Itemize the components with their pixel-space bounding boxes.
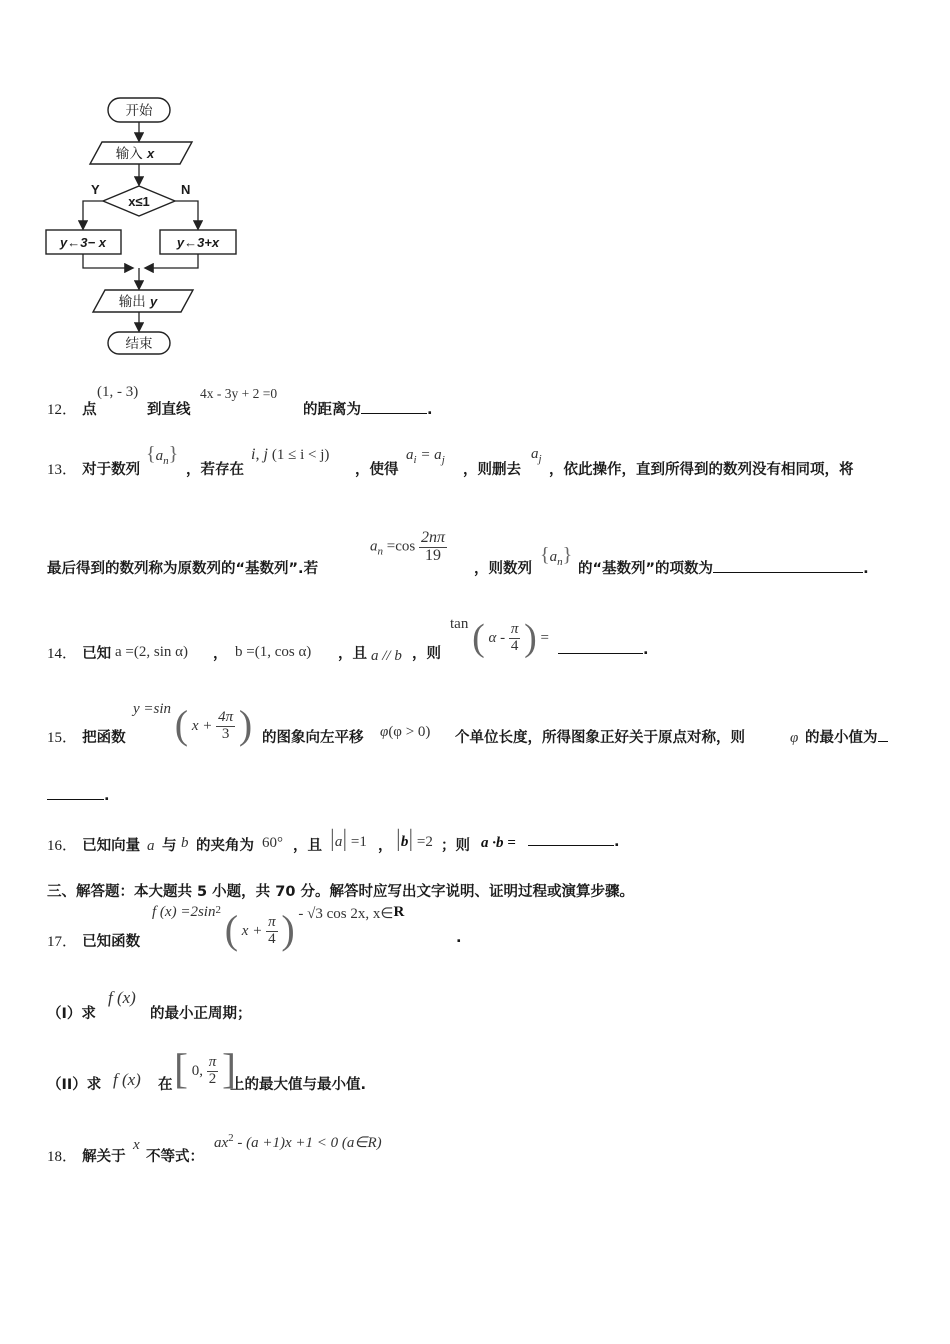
q13-text-8: 的“基数列”的项数为 . (578, 561, 869, 577)
q17-end: . (456, 930, 462, 946)
answer-blank[interactable] (47, 799, 104, 800)
q12-text-3: 的距离为 . (303, 402, 433, 418)
q17-formula: f $(x) =2\sin^2$ ( x + $\frac{\pi}{4}$ ) - √3 cos 2x, x∈R (152, 904, 405, 952)
flowchart (40, 92, 250, 362)
q15-answer-continue: . (47, 788, 110, 804)
q14-tan-expr: tan ( α - $\frac{\pi}{4}$ ) = (450, 616, 549, 659)
question-15 (47, 726, 126, 747)
q17-part-2: （II）求 (47, 1077, 102, 1093)
question-number: 18． (47, 1149, 78, 1165)
q15-phi: φ(φ > 0) (380, 724, 431, 740)
question-12 (47, 398, 97, 419)
q13-eq: $a_i = a_j$ (406, 447, 445, 466)
q13-text-7: ，则数列 (474, 561, 532, 577)
q15-text-2: 的图象向左平移 (262, 730, 364, 746)
q16-b: b (181, 835, 189, 851)
q14-vector-b: b =(1, cos α) (235, 644, 312, 660)
flowchart-end-label: 结束 (125, 336, 153, 352)
q15-text-4: 的最小值为 (805, 726, 888, 747)
q17-text: 已知函数 (82, 934, 141, 950)
q16-comma: ， (378, 838, 393, 854)
q16-answer: . (528, 834, 620, 850)
q13-seq-2: $\{a_n\}$ (540, 544, 573, 568)
q17-part-1-func: f (x) (108, 988, 136, 1007)
question-13 (47, 458, 140, 479)
question-number: 12． (47, 402, 78, 418)
q14-parallel: a // b (371, 648, 402, 664)
q18-inequality: $ax^2 - (a +1)x +1 < 0$ (a∈R) (214, 1132, 382, 1151)
q13-text-3: ，使得 (355, 462, 399, 478)
q13-text-5: ，依此操作，直到所得到的数列没有相同项，将 (549, 462, 854, 478)
question-number: 14． (47, 646, 78, 662)
q18-x: x (133, 1137, 140, 1153)
q16-text: 已知向量 (82, 838, 141, 854)
q16-abs-a: |a| =1 (330, 826, 367, 852)
answer-blank[interactable] (361, 413, 427, 414)
q16-text-5: ；则 (441, 838, 470, 854)
q12-text: 点 (82, 402, 97, 418)
q15-phi-2: φ (790, 730, 799, 746)
q13-del: $a_j$ (531, 446, 542, 465)
q14-sep: ， (213, 646, 228, 662)
q18-text-2: 不等式： (146, 1149, 204, 1165)
q14-answer: . (558, 642, 649, 658)
answer-blank[interactable] (878, 741, 888, 742)
flowchart-output-label: 输出 y (118, 294, 158, 310)
q18-text: 解关于 (82, 1149, 126, 1165)
q13-formula: $a_n =\cos$ $\frac{2n\pi}{19}$ (370, 529, 445, 564)
q16-abs-b: |b| =2 (396, 826, 433, 852)
answer-blank[interactable] (713, 572, 863, 573)
question-18 (47, 1145, 126, 1166)
q16-a: a (147, 838, 155, 854)
q14-text-2: ，且 (338, 646, 367, 662)
question-number: 13． (47, 462, 78, 478)
q17-part-2-text: 上的最大值与最小值. (230, 1077, 367, 1093)
flowchart-right-box-label: y←3+x (176, 235, 220, 250)
q16-angle: 60° (262, 835, 283, 851)
flowchart-start-label: 开始 (125, 103, 153, 119)
flowchart-input-label: 输入 x (115, 146, 155, 162)
flowchart-condition-label: x≤1 (128, 194, 150, 209)
answer-blank[interactable] (558, 653, 643, 654)
flowchart-yes-label: Y (91, 182, 100, 197)
answer-blank[interactable] (528, 845, 614, 846)
q13-text-2: ，若存在 (186, 462, 244, 478)
q17-part-2-func: f (x) (113, 1070, 141, 1089)
question-number: 17． (47, 934, 78, 950)
question-16 (47, 834, 140, 855)
question-17 (47, 930, 140, 951)
question-number: 16． (47, 838, 78, 854)
q12-text-2: 到直线 (147, 402, 191, 418)
q16-text-2: 与 (162, 838, 177, 854)
q15-func: y =sin ( x + $\frac{4\pi}{3}$ ) (133, 701, 253, 747)
q16-text-3: 的夹角为 (196, 838, 254, 854)
q12-line: 4x - 3y + 2 =0 (200, 386, 278, 401)
q13-text-4: ，则删去 (463, 462, 521, 478)
q14-text: 已知 (82, 646, 112, 662)
section-heading: 三、解答题：本大题共 5 小题，共 70 分。解答时应写出文字说明、证明过程或演算步骤。 (47, 884, 634, 900)
q12-point: (1, - 3) (97, 384, 139, 400)
flowchart-no-label: N (181, 182, 191, 197)
q14-vector-a: a =(2, sin α) (115, 644, 188, 660)
q13-line-2: 最后得到的数列称为原数列的“基数列”.若 (47, 561, 319, 577)
q13-ij: i, j (1 ≤ i < j) (251, 446, 330, 463)
q17-interval: [ 0, $\frac{\pi}{2}$ ] (174, 1047, 237, 1093)
question-number: 15． (47, 730, 78, 746)
q17-part-2-in: 在 (158, 1077, 173, 1093)
flowchart-left-box-label: y←3− x (60, 235, 106, 250)
q14-text-3: ，则 (412, 646, 441, 662)
q16-dot: a ·b = (481, 835, 516, 851)
q15-text-3: 个单位长度，所得图象正好关于原点对称，则 (455, 730, 745, 746)
q17-part-1-text: 的最小正周期； (150, 1006, 252, 1022)
q13-seq: $\{a_n\}$ (146, 443, 179, 467)
q16-text-4: ，且 (293, 838, 322, 854)
q15-text: 把函数 (82, 730, 126, 746)
q17-part-1: （I）求 (47, 1006, 96, 1022)
question-14 (47, 642, 111, 663)
q13-text: 对于数列 (82, 462, 141, 478)
